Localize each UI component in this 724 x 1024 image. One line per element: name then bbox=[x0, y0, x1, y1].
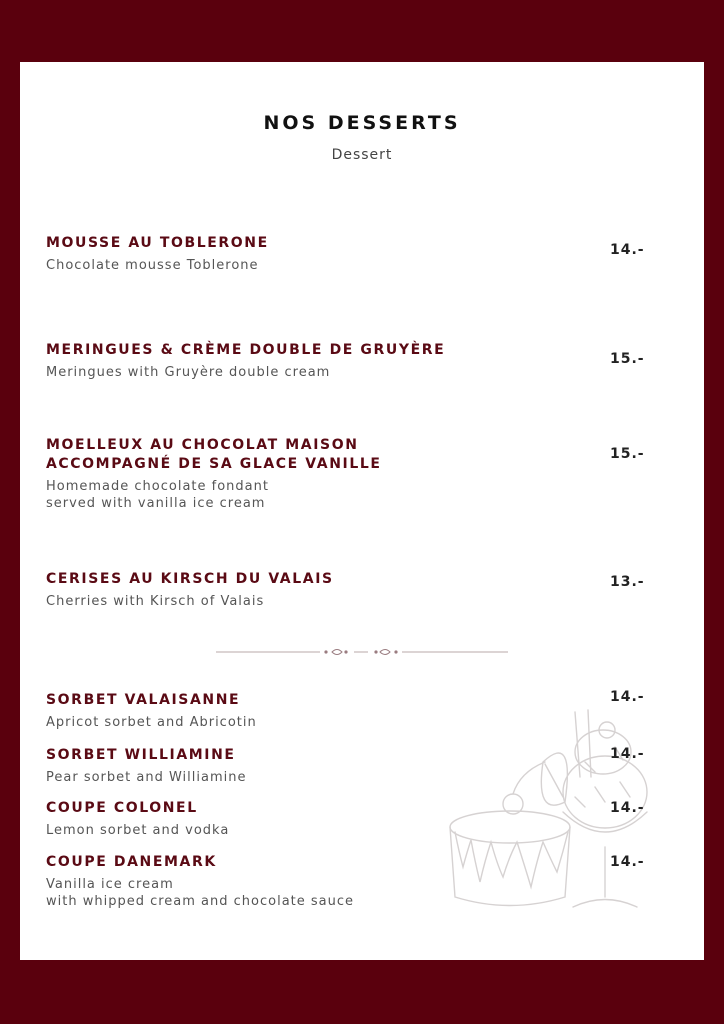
menu-title: NOS DESSERTS bbox=[263, 112, 461, 134]
menu-subtitle: Dessert bbox=[331, 147, 393, 163]
item-description: Cherries with Kirsch of Valais bbox=[46, 594, 265, 609]
item-description: Homemade chocolate fondant served with vanilla ice cream bbox=[46, 479, 269, 511]
item-description: Chocolate mousse Toblerone bbox=[46, 258, 259, 273]
item-description: Vanilla ice cream with whipped cream and chocolate sauce bbox=[46, 877, 355, 909]
menu-page bbox=[20, 62, 704, 960]
item-name: COUPE COLONEL bbox=[46, 800, 198, 816]
item-price: 14.- bbox=[610, 854, 645, 870]
menu-item-sorbet-valaisanne bbox=[46, 691, 576, 731]
item-description: Pear sorbet and Williamine bbox=[46, 770, 247, 785]
item-name: MOUSSE AU TOBLERONE bbox=[46, 235, 269, 251]
item-price: 14.- bbox=[610, 800, 645, 816]
menu-item-moelleux bbox=[46, 436, 576, 512]
item-name: SORBET WILLIAMINE bbox=[46, 747, 236, 763]
item-price: 13.- bbox=[610, 574, 645, 590]
item-description: Apricot sorbet and Abricotin bbox=[46, 715, 257, 730]
item-name: COUPE DANEMARK bbox=[46, 854, 217, 870]
menu-item-cerises bbox=[46, 570, 576, 610]
item-price: 14.- bbox=[610, 242, 645, 258]
item-name: CERISES AU KIRSCH DU VALAIS bbox=[46, 571, 334, 587]
menu-item-sorbet-williamine bbox=[46, 746, 576, 786]
menu-item-meringues bbox=[46, 341, 576, 381]
ornament-divider-icon bbox=[216, 644, 508, 660]
item-description: Meringues with Gruyère double cream bbox=[46, 365, 331, 380]
item-description: Lemon sorbet and vodka bbox=[46, 823, 230, 838]
item-price: 15.- bbox=[610, 351, 645, 367]
menu-item-coupe-danemark bbox=[46, 853, 576, 910]
menu-item-coupe-colonel bbox=[46, 799, 576, 839]
item-price: 14.- bbox=[610, 689, 645, 705]
item-name: SORBET VALAISANNE bbox=[46, 692, 241, 708]
item-price: 14.- bbox=[610, 746, 645, 762]
menu-item-mousse-toblerone bbox=[46, 234, 576, 274]
item-name: MOELLEUX AU CHOCOLAT MAISON ACCOMPAGNÉ DE SA GLACE VANILLE bbox=[46, 437, 382, 472]
item-name: MERINGUES & CRÈME DOUBLE DE GRUYÈRE bbox=[46, 342, 446, 358]
item-price: 15.- bbox=[610, 446, 645, 462]
